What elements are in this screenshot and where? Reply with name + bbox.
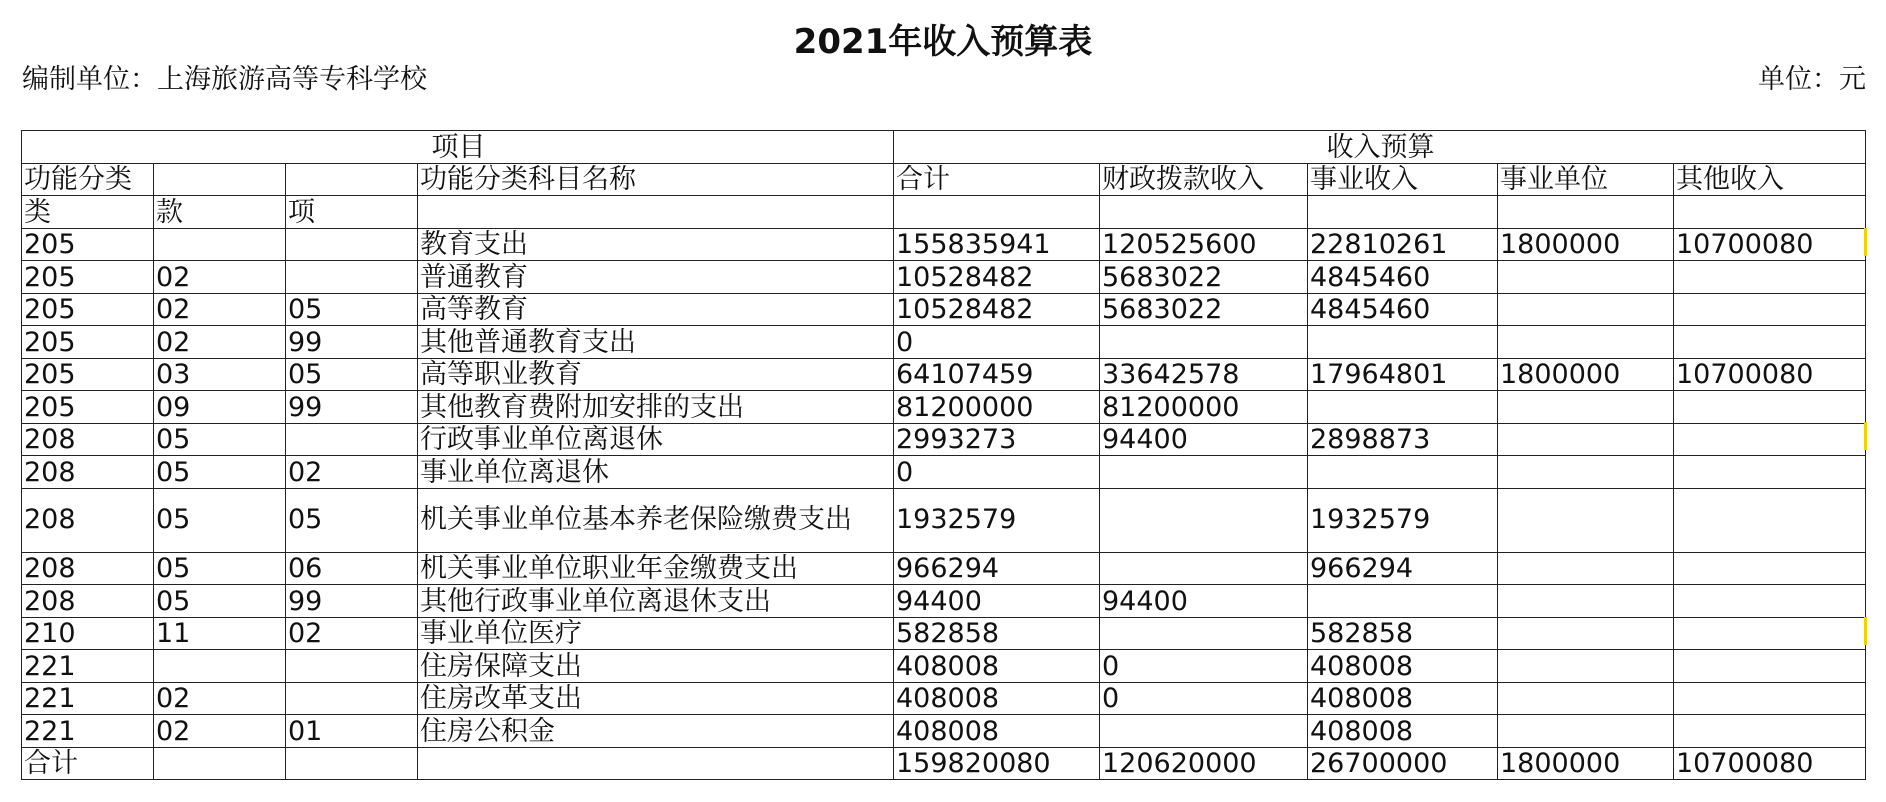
header-func-class: 功能分类 (22, 163, 154, 196)
cell-other (1674, 456, 1866, 489)
header-other: 其他收入 (1674, 163, 1866, 196)
cell-total: 1932579 (894, 488, 1100, 552)
summary-total: 159820080 (894, 747, 1100, 780)
cell-c3 (286, 423, 418, 456)
cell-fiscal: 5683022 (1100, 261, 1308, 294)
cell-c1: 208 (22, 552, 154, 585)
cell-fiscal: 0 (1100, 682, 1308, 715)
cell-c2: 02 (154, 682, 286, 715)
cell-c1: 208 (22, 585, 154, 618)
cell-name: 事业单位离退休 (418, 456, 894, 489)
cell-unit (1498, 585, 1674, 618)
cell-fiscal: 5683022 (1100, 293, 1308, 326)
cell-business: 582858 (1308, 617, 1498, 650)
cell-edge-mark (1864, 617, 1867, 645)
header-business: 事业收入 (1308, 163, 1498, 196)
table-row (22, 261, 1866, 294)
cell-fiscal (1100, 552, 1308, 585)
table-row (22, 358, 1866, 391)
cell-c1: 210 (22, 617, 154, 650)
cell-fiscal (1100, 456, 1308, 489)
summary-business: 26700000 (1308, 747, 1498, 780)
cell-name: 教育支出 (418, 228, 894, 261)
compiling-unit-label: 编制单位：上海旅游高等专科学校 (22, 64, 427, 95)
cell-business: 1932579 (1308, 488, 1498, 552)
cell-name: 机关事业单位职业年金缴费支出 (418, 552, 894, 585)
cell-other (1674, 293, 1866, 326)
cell-c3: 02 (286, 617, 418, 650)
cell-fiscal: 120525600 (1100, 228, 1308, 261)
cell-total: 0 (894, 326, 1100, 359)
cell-total: 966294 (894, 552, 1100, 585)
cell-name: 高等职业教育 (418, 358, 894, 391)
cell-edge-mark (1864, 228, 1867, 256)
cell-c2: 02 (154, 326, 286, 359)
cell-c1: 208 (22, 488, 154, 552)
cell-other (1674, 488, 1866, 552)
table-row (22, 456, 1866, 489)
cell-total: 64107459 (894, 358, 1100, 391)
cell-c1: 221 (22, 715, 154, 748)
header-func-name: 功能分类科目名称 (418, 163, 894, 196)
cell-c2 (154, 650, 286, 683)
cell-unit (1498, 682, 1674, 715)
cell-c2: 03 (154, 358, 286, 391)
cell-c2: 05 (154, 585, 286, 618)
cell-c3 (286, 228, 418, 261)
cell-c2: 05 (154, 423, 286, 456)
cell-other (1674, 552, 1866, 585)
cell-fiscal: 94400 (1100, 585, 1308, 618)
cell-business (1308, 585, 1498, 618)
cell-c3: 99 (286, 585, 418, 618)
cell-business: 408008 (1308, 715, 1498, 748)
cell-edge-mark (1864, 422, 1867, 450)
cell-c3: 05 (286, 488, 418, 552)
cell-c2: 02 (154, 715, 286, 748)
table-row (22, 488, 1866, 552)
cell-c2: 11 (154, 617, 286, 650)
cell-c3: 99 (286, 326, 418, 359)
cell-other (1674, 391, 1866, 424)
table-row (22, 293, 1866, 326)
cell-c2: 09 (154, 391, 286, 424)
cell-unit (1498, 617, 1674, 650)
cell-c3: 99 (286, 391, 418, 424)
cell-c1: 205 (22, 391, 154, 424)
table-row (22, 228, 1866, 261)
currency-unit-label: 单位：元 (1758, 64, 1866, 95)
cell-business: 2898873 (1308, 423, 1498, 456)
cell-c2: 02 (154, 261, 286, 294)
table-row (22, 682, 1866, 715)
cell-total: 408008 (894, 682, 1100, 715)
page-title: 2021年收入预算表 (793, 22, 1093, 62)
cell-c3: 01 (286, 715, 418, 748)
cell-total: 81200000 (894, 391, 1100, 424)
header-project: 项目 (22, 131, 894, 164)
summary-unit: 1800000 (1498, 747, 1674, 780)
header-unit: 事业单位 (1498, 163, 1674, 196)
header-kuan: 款 (154, 196, 286, 229)
cell-total: 408008 (894, 715, 1100, 748)
cell-c3: 05 (286, 293, 418, 326)
table-row (22, 423, 1866, 456)
cell-fiscal: 33642578 (1100, 358, 1308, 391)
cell-name: 其他行政事业单位离退休支出 (418, 585, 894, 618)
cell-c2: 05 (154, 456, 286, 489)
cell-c2: 02 (154, 293, 286, 326)
cell-c3 (286, 650, 418, 683)
cell-c3 (286, 261, 418, 294)
cell-c3: 02 (286, 456, 418, 489)
cell-name: 行政事业单位离退休 (418, 423, 894, 456)
cell-unit (1498, 391, 1674, 424)
cell-other: 10700080 (1674, 358, 1866, 391)
cell-unit: 1800000 (1498, 228, 1674, 261)
cell-c2: 05 (154, 552, 286, 585)
budget-table (21, 130, 1866, 780)
table-row (22, 391, 1866, 424)
cell-c3 (286, 682, 418, 715)
cell-unit (1498, 650, 1674, 683)
header-row-1 (22, 131, 1866, 164)
cell-name: 住房保障支出 (418, 650, 894, 683)
cell-c2 (154, 228, 286, 261)
cell-name: 住房公积金 (418, 715, 894, 748)
cell-fiscal: 81200000 (1100, 391, 1308, 424)
cell-c3: 06 (286, 552, 418, 585)
table-row (22, 585, 1866, 618)
cell-c1: 205 (22, 293, 154, 326)
cell-name: 其他教育费附加安排的支出 (418, 391, 894, 424)
table-row (22, 552, 1866, 585)
cell-c1: 205 (22, 358, 154, 391)
cell-unit (1498, 715, 1674, 748)
cell-business: 22810261 (1308, 228, 1498, 261)
header-row-3 (22, 196, 1866, 229)
cell-name: 事业单位医疗 (418, 617, 894, 650)
cell-unit (1498, 293, 1674, 326)
header-total: 合计 (894, 163, 1100, 196)
cell-total: 94400 (894, 585, 1100, 618)
cell-business: 4845460 (1308, 261, 1498, 294)
cell-total: 10528482 (894, 261, 1100, 294)
cell-c2: 05 (154, 488, 286, 552)
header-income-budget: 收入预算 (894, 131, 1866, 164)
cell-total: 0 (894, 456, 1100, 489)
cell-business: 408008 (1308, 650, 1498, 683)
cell-other (1674, 423, 1866, 456)
cell-other (1674, 326, 1866, 359)
cell-c1: 221 (22, 650, 154, 683)
cell-other (1674, 650, 1866, 683)
cell-fiscal (1100, 715, 1308, 748)
cell-total: 155835941 (894, 228, 1100, 261)
cell-c1: 208 (22, 423, 154, 456)
cell-c1: 205 (22, 228, 154, 261)
cell-unit (1498, 488, 1674, 552)
summary-label: 合计 (22, 747, 154, 780)
cell-name: 住房改革支出 (418, 682, 894, 715)
cell-unit (1498, 261, 1674, 294)
cell-other (1674, 261, 1866, 294)
cell-fiscal (1100, 326, 1308, 359)
cell-other: 10700080 (1674, 228, 1866, 261)
cell-business: 966294 (1308, 552, 1498, 585)
cell-c1: 208 (22, 456, 154, 489)
summary-row (22, 747, 1866, 780)
cell-other (1674, 715, 1866, 748)
cell-fiscal (1100, 617, 1308, 650)
table-row (22, 326, 1866, 359)
cell-name: 高等教育 (418, 293, 894, 326)
header-xiang: 项 (286, 196, 418, 229)
cell-other (1674, 617, 1866, 650)
cell-unit (1498, 326, 1674, 359)
cell-unit (1498, 423, 1674, 456)
cell-c1: 205 (22, 326, 154, 359)
cell-c1: 205 (22, 261, 154, 294)
cell-business: 408008 (1308, 682, 1498, 715)
summary-fiscal: 120620000 (1100, 747, 1308, 780)
cell-unit (1498, 456, 1674, 489)
cell-fiscal: 0 (1100, 650, 1308, 683)
cell-c3: 05 (286, 358, 418, 391)
table-row (22, 650, 1866, 683)
cell-total: 408008 (894, 650, 1100, 683)
header-fiscal: 财政拨款收入 (1100, 163, 1308, 196)
header-row-2 (22, 163, 1866, 196)
cell-unit: 1800000 (1498, 358, 1674, 391)
header-lei: 类 (22, 196, 154, 229)
cell-fiscal (1100, 488, 1308, 552)
cell-business (1308, 326, 1498, 359)
cell-name: 普通教育 (418, 261, 894, 294)
cell-other (1674, 585, 1866, 618)
cell-business (1308, 456, 1498, 489)
table-row (22, 617, 1866, 650)
cell-name: 机关事业单位基本养老保险缴费支出 (418, 488, 894, 552)
cell-fiscal: 94400 (1100, 423, 1308, 456)
cell-total: 582858 (894, 617, 1100, 650)
cell-total: 10528482 (894, 293, 1100, 326)
cell-unit (1498, 552, 1674, 585)
cell-total: 2993273 (894, 423, 1100, 456)
cell-business: 4845460 (1308, 293, 1498, 326)
cell-c1: 221 (22, 682, 154, 715)
cell-business (1308, 391, 1498, 424)
summary-other: 10700080 (1674, 747, 1866, 780)
cell-other (1674, 682, 1866, 715)
cell-business: 17964801 (1308, 358, 1498, 391)
cell-name: 其他普通教育支出 (418, 326, 894, 359)
table-row (22, 715, 1866, 748)
